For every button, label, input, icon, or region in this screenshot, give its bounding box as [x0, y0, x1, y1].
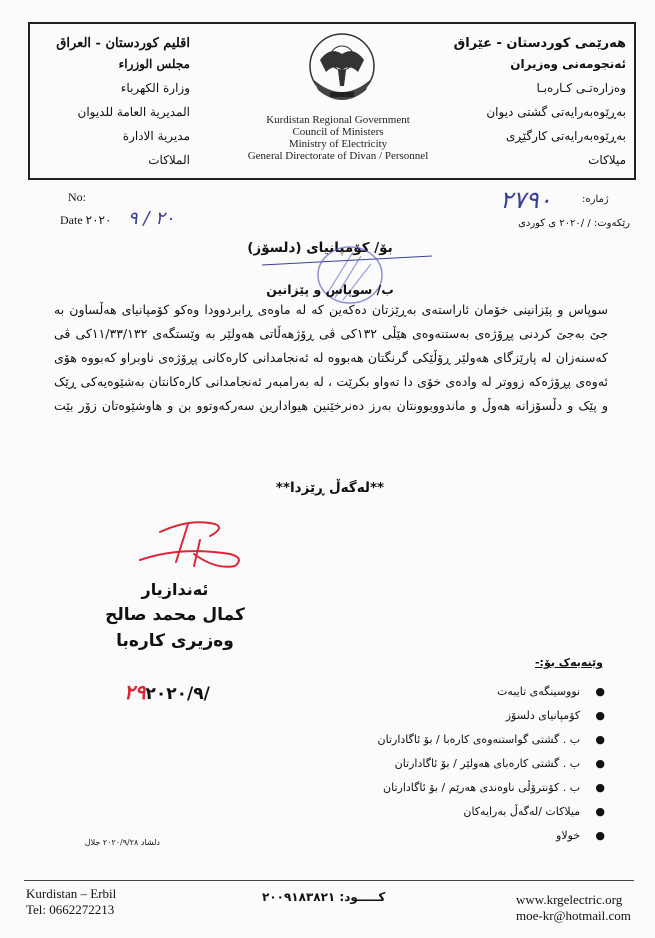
footer-code: كـــــود: ٢٠٠٩١٨٣٨٢١ — [262, 890, 386, 904]
cc-item: ● کۆمپانیای دلسۆز — [505, 709, 605, 722]
signatory-name: کمال محمد صالح — [105, 605, 245, 625]
signatory-block — [100, 580, 250, 651]
zhmara-label: ژمارە: — [582, 194, 609, 205]
ku-line-2: ئەنجومەنی وەزیران — [510, 57, 626, 71]
distribution-heading: وێنەیەک بۆ:- — [534, 656, 603, 669]
footer-divider — [24, 880, 634, 881]
ar-line-6: الملاكات — [148, 153, 190, 167]
letterhead-kurdish — [448, 36, 626, 167]
ar-line-5: مديرية الادارة — [122, 129, 190, 143]
clerk-note: دلشاد ٢٠٢٠/٩/٢٨ جلال — [84, 838, 160, 847]
signature-date-printed: ٢٠٢٠/٩/ — [145, 684, 210, 704]
en-line-4: General Directorate of Divan / Personnel — [247, 150, 429, 162]
cc-item: ● ب . گشتی کارەبای هەولێر / بۆ ئاگادارتان — [394, 757, 605, 770]
ar-line-4: المديرية العامة للديوان — [77, 105, 190, 119]
date-label: Date ٢٠٢٠ — [60, 213, 112, 227]
recipient: بۆ/ کۆمپانیای (دلسۆز) — [247, 240, 393, 256]
body-line-5: و پێک و دڵسۆزانە هەوڵ و ماندووبوونتان بەرز دەنرخێنین هیوادارین سەرکەوتوو بن و هاوشێوەتان زۆر بێت — [54, 398, 608, 413]
ku-line-3: وەزارەتـی کـارەبـا — [536, 81, 626, 95]
krg-emblem — [300, 28, 385, 108]
subject: ب/ سوپاس و پێزانین — [266, 282, 394, 297]
ku-line-1: هەرێمی کوردستان - عێراق — [453, 36, 626, 51]
en-line-2: Council of Ministers — [292, 126, 384, 138]
footer-city: Kurdistan – Erbil — [26, 886, 117, 901]
signatory-position: وەزیری کارەبا — [116, 631, 234, 651]
signatory-title: ئەندازیار — [141, 580, 209, 599]
signature-date-handwritten: ٢٩ — [124, 680, 146, 704]
ku-line-5: بەڕێوەبەرایەتی کارگێڕی — [506, 129, 626, 143]
ar-line-3: وزارة الكهرباء — [120, 81, 190, 95]
cc-item: ● نووسینگەی تایبەت — [497, 685, 605, 698]
zhmara-value: ٢٧٩٠ — [500, 186, 552, 214]
date-handwritten: ٢٠ / ٩ — [128, 208, 175, 229]
letterhead-english — [238, 114, 438, 162]
footer-address — [26, 886, 116, 918]
cc-item: ● میلاکات /لەگەڵ بەرایەکان — [463, 805, 605, 818]
closing: **لەگەڵ ڕێزدا** — [275, 480, 385, 496]
cc-item: ● ب . گشتی گواستنەوەی کارەبا / بۆ ئاگادارتان — [377, 733, 605, 746]
ku-line-6: میلاکات — [588, 153, 626, 167]
footer-tel: Tel: 0662272213 — [26, 902, 115, 917]
body-line-1: سوپاس و پێزانینی خۆمان ئاراستەی بەڕێزتان دەکەین کە لە ماوەی ڕابردوودا وەکو کۆمپانیای هەڵساون بە — [54, 302, 608, 317]
date-kurdish: رێکەوت: / /٢٠٢٠ ی کوردی — [518, 218, 630, 229]
en-line-1: Kurdistan Regional Government — [266, 114, 410, 126]
footer-web: www.krgelectric.org — [516, 892, 623, 907]
footer-contact — [516, 892, 631, 924]
letterhead-arabic — [40, 36, 190, 167]
body-line-4: ئەوەی پڕۆژەکە زووتر لە وادەی خۆی دا تەواو بکرێت ، لە بەرامبەر ئەنجامدانی کارەکانتان بەشێوەیەکی ڕێک — [54, 374, 608, 389]
no-label: No: — [68, 190, 86, 204]
signature-date — [124, 680, 210, 704]
cc-item: ● ب . کۆنترۆڵی ناوەندی هەرێم / بۆ ئاگادارتان — [383, 781, 605, 794]
handwritten-signature — [120, 510, 260, 575]
body-line-2: جێ بەجێ کردنی پڕۆژەی بەستنەوەی هێڵی ١٣٢کی ڤی ڕۆژهەڵاتی هەولێر بە وێستگەی ١١/٣٣/١٣٢کی ڤی — [54, 326, 608, 341]
cc-item: ● خولاو — [556, 829, 605, 842]
footer-email: moe-kr@hotmail.com — [516, 908, 631, 923]
ku-line-4: بەڕێوەبەرایەتی گشتی دیوان — [486, 105, 626, 119]
body-line-3: کەسنەزان لە پارێزگای هەولێر ڕۆڵێکی گرنگتان هەبووە لە ئەنجامدانی کارەکانی پڕۆژەی ناوبراو کەبووە هۆی — [54, 350, 608, 365]
ar-line-2: مجلس الوزراء — [118, 57, 190, 71]
distribution-list — [330, 680, 605, 848]
ar-line-1: اقليم كوردستان - العراق — [56, 36, 190, 51]
en-line-3: Ministry of Electricity — [288, 138, 388, 150]
letter-body — [54, 302, 608, 414]
